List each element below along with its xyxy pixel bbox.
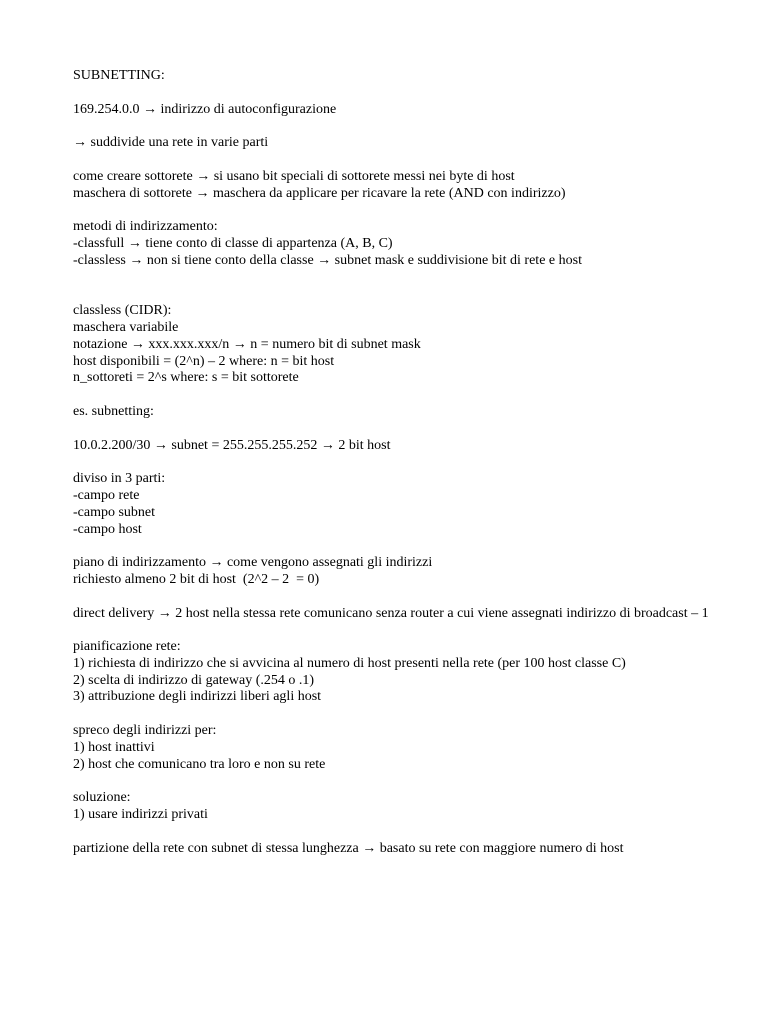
cidr-heading: classless (CIDR): bbox=[73, 303, 172, 319]
hosts-formula-line: host disponibili = (2^n) – 2 where: n = bit host bbox=[73, 353, 335, 369]
subnet-mask-line: maschera di sottorete → maschera da applicare per ricavare la rete (AND con indirizzo) bbox=[73, 185, 566, 201]
list-item: 1) richiesta di indirizzo che si avvicina al numero di host presenti nella rete (per 100 host classe C) bbox=[73, 655, 626, 671]
variable-mask-line: maschera variabile bbox=[73, 319, 179, 335]
list-item: -campo rete bbox=[73, 487, 140, 503]
addressing-plan-line: piano di indirizzamento → come vengono assegnati gli indirizzi bbox=[73, 555, 433, 571]
autoconfig-line: 169.254.0.0 → indirizzo di autoconfigurazione bbox=[73, 101, 337, 117]
list-item: 2) host che comunicano tra loro e non su rete bbox=[73, 756, 326, 772]
list-item: 3) attribuzione degli indirizzi liberi agli host bbox=[73, 689, 322, 705]
list-item: 2) scelta di indirizzo di gateway (.254 o .1) bbox=[73, 672, 315, 688]
classless-line: -classless → non si tiene conto della classe → subnet mask e suddivisione bit di rete e host bbox=[73, 252, 582, 268]
host-bits-line: richiesto almeno 2 bit di host (2^2 – 2 = 0) bbox=[73, 571, 320, 587]
list-item: 1) host inattivi bbox=[73, 739, 155, 755]
list-item: -campo subnet bbox=[73, 504, 156, 520]
direct-delivery-paragraph: direct delivery → 2 host nella stessa rete comunicano senza router a cui viene assegnati indirizzo di broadcast – 1 bbox=[73, 605, 709, 621]
example-address-line: 10.0.2.200/30 → subnet = 255.255.255.252 → 2 bit host bbox=[73, 437, 391, 453]
document-body bbox=[73, 68, 733, 857]
example-heading: es. subnetting: bbox=[73, 403, 154, 419]
definition-line: → suddivide una rete in varie parti bbox=[73, 135, 269, 151]
create-subnet-line: come creare sottorete → si usano bit speciali di sottorete messi nei byte di host bbox=[73, 168, 515, 184]
parts-heading: diviso in 3 parti: bbox=[73, 471, 166, 487]
planning-heading: pianificazione rete: bbox=[73, 639, 181, 655]
solution-heading: soluzione: bbox=[73, 790, 131, 806]
classfull-line: -classfull → tiene conto di classe di appartenza (A, B, C) bbox=[73, 235, 393, 251]
notation-line: notazione → xxx.xxx.xxx/n → n = numero bit di subnet mask bbox=[73, 336, 421, 352]
partition-line: partizione della rete con subnet di stessa lunghezza → basato su rete con maggiore numero di host bbox=[73, 840, 624, 856]
document-title: SUBNETTING: bbox=[73, 68, 165, 83]
subnets-formula-line: n_sottoreti = 2^s where: s = bit sottorete bbox=[73, 370, 299, 386]
waste-heading: spreco degli indirizzi per: bbox=[73, 723, 217, 739]
methods-heading: metodi di indirizzamento: bbox=[73, 219, 218, 235]
list-item: -campo host bbox=[73, 521, 142, 537]
list-item: 1) usare indirizzi privati bbox=[73, 807, 208, 823]
